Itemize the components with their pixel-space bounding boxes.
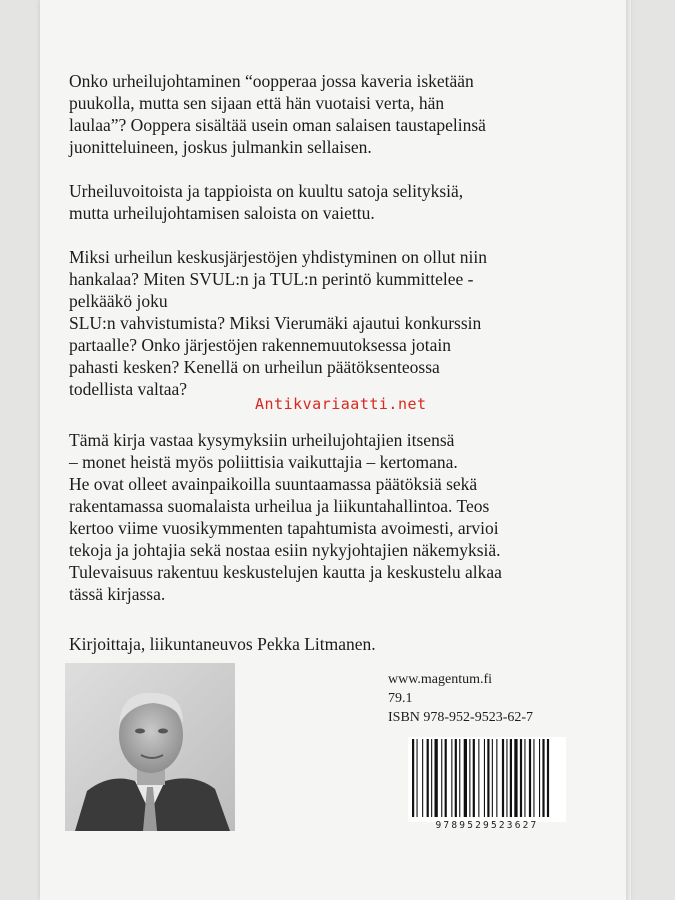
publisher-info — [388, 670, 533, 727]
barcode-bar — [478, 739, 479, 817]
text-line: rakentamassa suomalaista urheilua ja liikuntahallintoa. Teos — [69, 496, 490, 516]
barcode — [408, 737, 566, 822]
barcode-bar — [514, 739, 517, 817]
barcode-bar — [542, 739, 544, 817]
text-line: tässä kirjassa. — [69, 584, 166, 604]
blurb-paragraph-2 — [69, 180, 569, 224]
barcode-bars — [408, 737, 566, 822]
barcode-bar — [473, 739, 475, 817]
barcode-bar — [441, 739, 442, 817]
barcode-bar — [487, 739, 489, 817]
barcode-bar — [506, 739, 507, 817]
barcode-bar — [520, 739, 522, 817]
book-edge — [626, 0, 631, 900]
blurb-paragraph-3 — [69, 246, 569, 400]
text-line: Miksi urheilun keskusjärjestöjen yhdistyminen on ollut niin — [69, 247, 488, 267]
barcode-bar — [496, 739, 497, 817]
classification-code: 79.1 — [388, 691, 413, 706]
barcode-bar — [417, 739, 418, 817]
text-line: Tämä kirja vastaa kysymyksiin urheilujohtajien itsensä — [69, 430, 455, 450]
barcode-bar — [455, 739, 457, 817]
isbn: ISBN 978-952-9523-62-7 — [388, 710, 534, 725]
blurb-paragraph-1 — [69, 70, 569, 158]
text-line: pahasti kesken? Kenellä on urheilun päätöksenteossa — [69, 357, 440, 377]
text-line: mutta urheilujohtamisen saloista on vaiettu. — [69, 203, 375, 223]
barcode-bar — [435, 739, 438, 817]
barcode-number: 9789529523627 — [435, 820, 539, 831]
barcode-bar — [533, 739, 534, 817]
barcode-bar — [459, 739, 460, 817]
barcode-bar — [431, 739, 432, 817]
barcode-bar — [492, 739, 493, 817]
text-line: hankalaa? Miten SVUL:n ja TUL:n perintö kummittelee - — [69, 269, 474, 289]
barcode-bar — [464, 739, 467, 817]
barcode-bar — [539, 739, 540, 817]
barcode-bar — [469, 739, 470, 817]
barcode-bar — [412, 739, 414, 817]
barcode-bar — [427, 739, 429, 817]
text-line: Onko urheilujohtaminen “oopperaa jossa kaveria isketään — [69, 71, 474, 91]
text-line: Tulevaisuus rakentuu keskustelujen kautta ja keskustelu alkaa — [69, 562, 502, 582]
barcode-bar — [451, 739, 452, 817]
watermark: Antikvariaatti.net — [255, 395, 427, 413]
author-photo — [65, 663, 235, 831]
text-line: tekoja ja johtajia sekä nostaa esiin nykyjohtajien näkemyksiä. — [69, 540, 501, 560]
barcode-bar — [502, 739, 504, 817]
blurb-paragraph-4 — [69, 429, 569, 605]
barcode-bar — [510, 739, 512, 817]
text-line: kertoo viime vuosikymmenten tapahtumista avoimesti, arvioi — [69, 518, 499, 538]
text-line: SLU:n vahvistumista? Miksi Vierumäki ajautui konkurssin — [69, 313, 482, 333]
text-line: juonitteluineen, joskus julmankin sellaisen. — [69, 137, 372, 157]
text-line: He ovat olleet avainpaikoilla suuntaamassa päätöksiä sekä — [69, 474, 478, 494]
blurb-text — [69, 70, 569, 627]
barcode-bar — [547, 739, 549, 817]
text-line: puukolla, mutta sen sijaan että hän vuotaisi verta, hän — [69, 93, 445, 113]
text-line: partaalle? Onko järjestöjen rakennemuutoksessa jotain — [69, 335, 451, 355]
barcode-bar — [524, 739, 525, 817]
author-line: Kirjoittaja, liikuntaneuvos Pekka Litmanen. — [69, 634, 376, 654]
text-line: – monet heistä myös poliittisia vaikuttajia – kertomana. — [69, 452, 458, 472]
text-line: pelkääkö joku — [69, 291, 168, 311]
text-line: laulaa”? Ooppera sisältää usein oman salaisen taustapelinsä — [69, 115, 486, 135]
barcode-bar — [529, 739, 531, 817]
portrait-image — [65, 663, 235, 831]
text-line: todellista valtaa? — [69, 379, 188, 399]
barcode-bar — [445, 739, 447, 817]
barcode-bar — [484, 739, 485, 817]
publisher-url: www.magentum.fi — [388, 672, 493, 687]
text-line: Urheiluvoitoista ja tappioista on kuultu satoja selityksiä, — [69, 181, 464, 201]
barcode-bar — [422, 739, 423, 817]
